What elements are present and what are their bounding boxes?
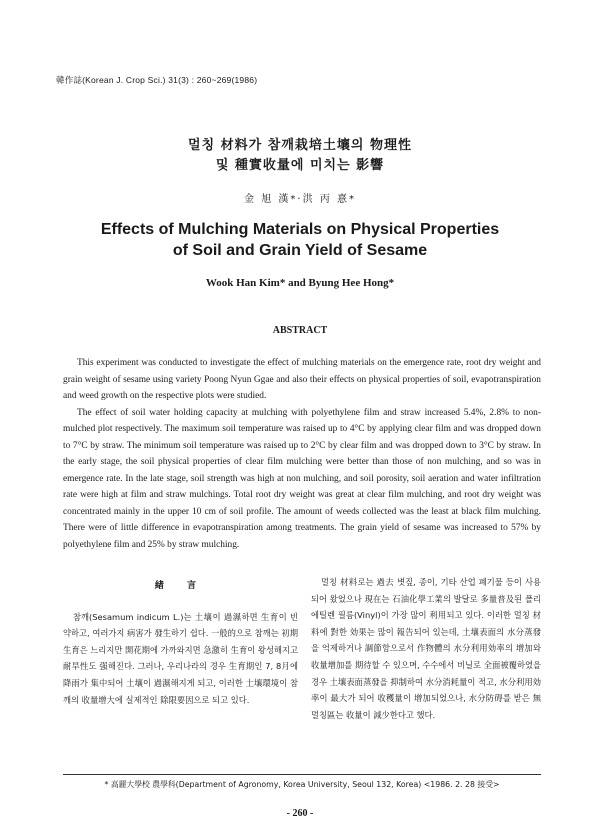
journal-reference: 韓作誌(Korean J. Crop Sci.) 31(3) : 260~269(1986) bbox=[56, 75, 258, 85]
english-title-line-2: of Soil and Grain Yield of Sesame bbox=[172, 242, 428, 259]
korean-title-line-2: 및 種實收量에 미치는 影響 bbox=[215, 158, 385, 173]
korean-title-line-1: 멀칭 材料가 참깨栽培土壤의 物理性 bbox=[188, 138, 412, 153]
left-column-text: 참깨(Sesamum indicum L.)는 土壤이 過濕하면 生育이 빈약하고, 여러가지 病害가 發生하기 쉽다. 一般的으로 참깨는 初期生育은 느리지만 開花期에 가까와지면 急激히 生育이 왕성해지고 耐旱性도 强해진다. 그러나, 우리나라의 경우 生育期인 7, 8月에 降雨가 集中되어 土壤이 過濕해지게 되고, 이러한 土壤環境이 참깨의 收量增大에 실제적인 除限要因으로 되고 있다. bbox=[63, 611, 298, 705]
korean-authors: 金 旭 漢*·洪 丙 憙* bbox=[244, 194, 356, 205]
right-column-text: 멀칭 材料로는 過去 볏짚, 종이, 기타 산업 폐기물 등이 사용되어 왔었으나 現在는 石油化學工業의 발달로 多量普及된 폴리에틸렌 필름(Vinyl)이 가장 많이 利用되고 있다. 이러한 멀칭 材料에 對한 効果는 많이 報告되어 있는데, 土壤表面의 水分蒸發을 억제하거나 調節함으로서 作物體의 水分利用効率의 增加와 收量增加를 期待할 수 있으며, 수수에서 비닐로 全面被覆하였을 경우 土壤表面蒸發을 抑制하여 水分消耗量이 적고, 水分利用効率이 最大가 되어 收穫量이 增加되었으나, 水分防碍를 받은 無멀칭區는 收量이 減少한다고 했다. bbox=[311, 577, 541, 720]
english-title-line-1: Effects of Mulching Materials on Physical Properties bbox=[100, 221, 500, 238]
introduction-heading: 緖 言 bbox=[154, 581, 207, 591]
right-column bbox=[311, 574, 541, 723]
abstract-paragraph-1: This experiment was conducted to investigate the effect of mulching materials on the emergence rate, root dry weight and grain weight of sesame using variety Poong Nyun Ggae and also their effects on physical properties of soil, evapotranspiration and weed growth on the respective plots were studied. bbox=[63, 358, 541, 401]
english-authors: Wook Han Kim* and Byung Hee Hong* bbox=[205, 277, 395, 289]
footnote-divider bbox=[63, 774, 541, 775]
abstract-heading: ABSTRACT bbox=[272, 325, 328, 336]
affiliation-footnote: * 高麗大學校 農學科(Department of Agronomy, Korea University, Seoul 132, Korea) <1986. 2. 28 接受> bbox=[104, 780, 500, 789]
page-number: - 260 - bbox=[286, 808, 314, 819]
left-column bbox=[63, 578, 298, 708]
abstract-body bbox=[63, 355, 541, 553]
abstract-paragraph-2: The effect of soil water holding capacity at mulching with polyethylene film and straw increased 5.4%, 2.8% to non-mulched plot respectively. The maximum soil temperature was raised up to 4°C by applying clear film and was dropped down to 7°C by straw. The minimum soil temperature was raised up to 2°C by clear film and was dropped down to 3°C by straw. In the early stage, the soil physical properties of clear film mulching were better than those of non mulching, and so was in emergence rate. In the late stage, soil strength was high at non mulching, and soil porosity, soil aeration and water infiltration rate were high at film and straw mulchings. Total root dry weight was great at clear film mulching, and root dry weight was concentrated mainly in the upper 10 cm of soil profile. The amount of weeds collected was the least at black film mulching. There were of little difference in evapotranspiration among treatments. The grain yield of sesame was increased to 57% by polyethylene film and 25% by straw mulching. bbox=[63, 407, 541, 550]
